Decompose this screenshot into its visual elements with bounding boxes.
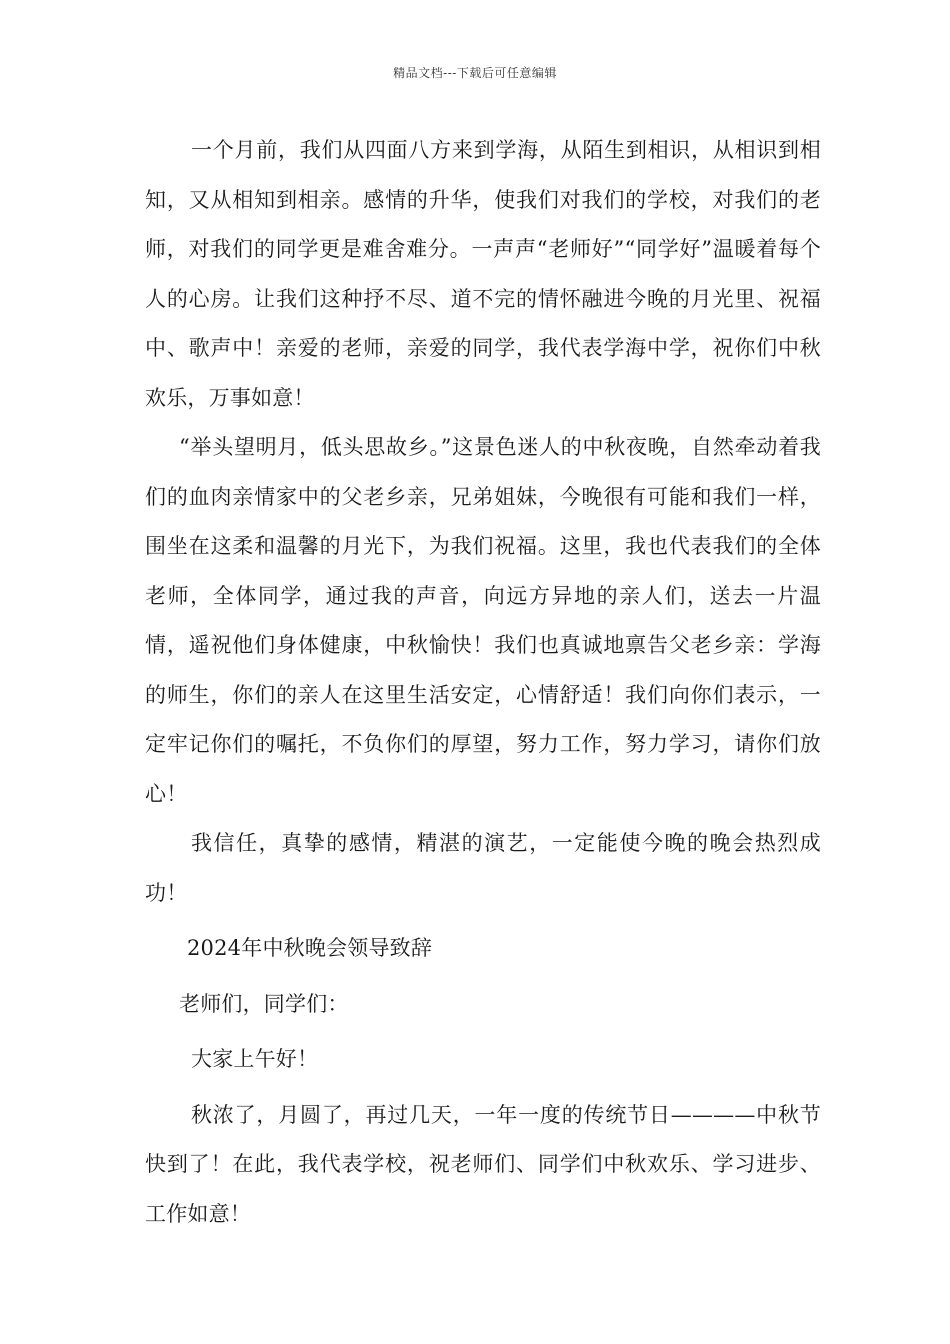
page-header: 精品文档---下载后可任意编辑	[393, 66, 557, 80]
greeting: 大家上午好！	[191, 1047, 319, 1071]
salutation: 老师们，同学们：	[179, 991, 349, 1016]
paragraph-2: “举头望明月，低头思故乡。”这景色迷人的中秋夜晚，自然牵动着我们的血肉亲情家中的父老乡亲，兄弟姐妹，今晚很有可能和我们一样，围坐在这柔和温馨的月光下，为我们祝福。这里，我也代表我们的全体老师，全体同学，通过我的声音，向远方异地的亲人们，送去一片温情，遥祝他们身体健康，中秋愉快！我们也真诚地禀告父老乡亲：学海的师生，你们的亲人在这里生活安定，心情舒适！我们向你们表示，一定牢记你们的嘱托，不负你们的厚望，努力工作，努力学习，请你们放心！	[145, 435, 821, 806]
speech-title: 2024年中秋晚会领导致辞	[187, 936, 433, 960]
paragraph-1: 一个月前，我们从四面八方来到学海，从陌生到相识，从相识到相知，又从相知到相亲。感情的升华，使我们对我们的学校，对我们的老师，对我们的同学更是难舍难分。一声声“老师好”“同学好”温暖着每个人的心房。让我们这种抒不尽、道不完的情怀融进今晚的月光里、祝福中、歌声中！亲爱的老师，亲爱的同学，我代表学海中学，祝你们中秋欢乐，万事如意！	[145, 138, 821, 410]
paragraph-3: 我信任，真挚的感情，精湛的演艺，一定能使今晚的晚会热烈成功！	[145, 831, 821, 905]
document-body	[145, 126, 821, 1239]
paragraph-4: 秋浓了，月圆了，再过几天，一年一度的传统节日————中秋节快到了！在此，我代表学校，祝老师们、同学们中秋欢乐、学习进步、工作如意！	[145, 1102, 821, 1226]
